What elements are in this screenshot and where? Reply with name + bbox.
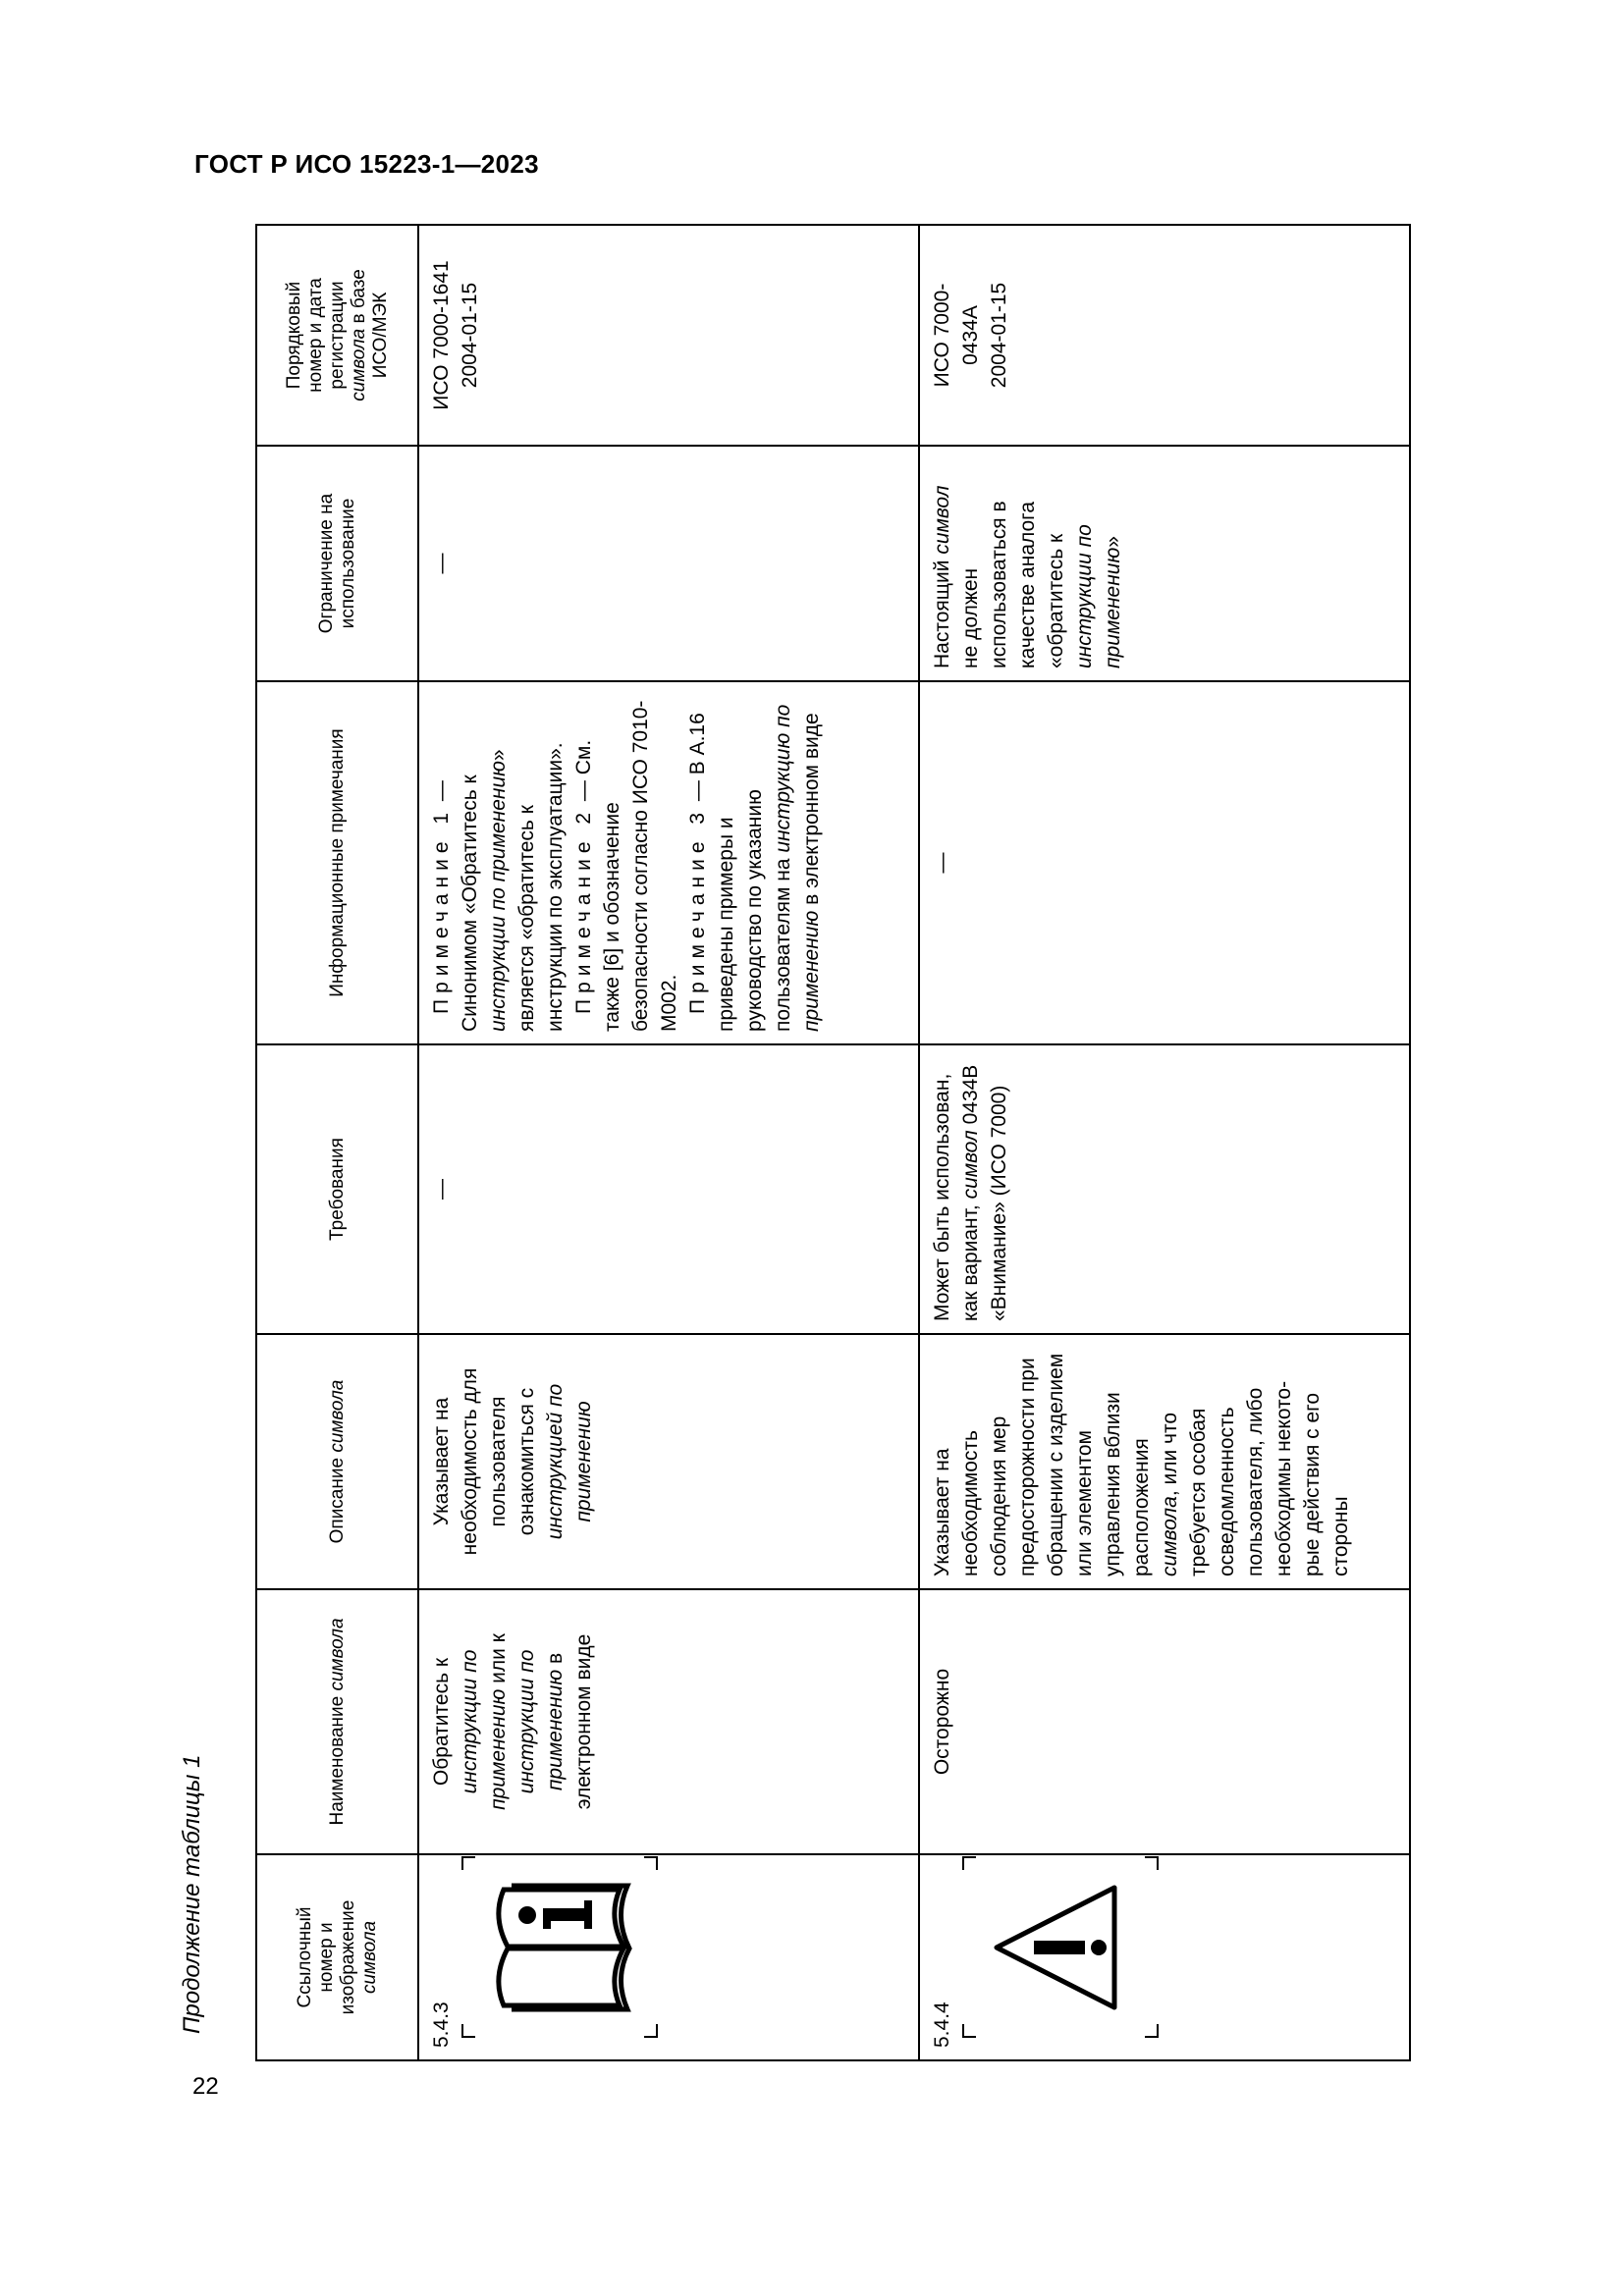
symbol-frame: [962, 1856, 1159, 2038]
header-name: Наименование символа: [256, 1589, 418, 1854]
cell-ref: [919, 1854, 1410, 2060]
header-desc: Описание символа: [256, 1334, 418, 1589]
cell-notes: [418, 681, 919, 1044]
cell-req: —: [418, 1044, 919, 1334]
cell-notes: —: [919, 681, 1410, 1044]
ref-number: 5.4.4: [931, 2002, 953, 2048]
table-header-row: [256, 225, 418, 2060]
cell-limit: Настоящий символ не должен использоваться в качестве аналога «обратитесь к инструкции по применению»: [919, 446, 1410, 681]
cell-limit: —: [418, 446, 919, 681]
instructions-book-info-icon: [486, 1881, 633, 2013]
symbol-frame: [461, 1856, 658, 2038]
symbols-table: [255, 224, 1411, 2061]
note-3: Примечание 3 — В А.16 приведены примеры и руководство по указанию пользователям на инструкцию по применению в электронном виде: [686, 704, 823, 1032]
page-number: 22: [192, 2073, 219, 2100]
header-reg: Порядковый номер и дата регистрации символа в базе ИСО/МЭК: [256, 225, 418, 446]
header-limit: Ограничение на использование: [256, 446, 418, 681]
table-row: [418, 225, 919, 2060]
header-req: Требования: [256, 1044, 418, 1334]
note-1: Примечание 1 — Синонимом «Обратитесь к инструкции по применению» является «обратитесь к инструкции по эксплуатации».: [430, 742, 567, 1032]
header-notes: Информационные примечания: [256, 681, 418, 1044]
header-ref: Ссылочный номер и изображение символа: [256, 1854, 418, 2060]
cell-name: Осторожно: [919, 1589, 1410, 1854]
table-row: [919, 225, 1410, 2060]
ref-number: 5.4.3: [430, 2002, 453, 2048]
cell-desc: Указывает на необходимость соблюдения мер предосторожности при обращении с изделием или элементом управления вблизи расположения символа, или что требуется особая осведомленность пользователя, либо необходимы некото-рые действия с его стороны: [919, 1334, 1410, 1589]
cell-req: Может быть использован, как вариант, символ 0434В «Внимание» (ИСО 7000): [919, 1044, 1410, 1334]
rotated-table-wrapper: [255, 226, 1409, 2061]
cell-ref: [418, 1854, 919, 2060]
cell-reg: ИСО 7000-1641 2004-01-15: [418, 225, 919, 446]
cell-name: Обратитесь к инструкции по применению или к инструкции по применению в электронном виде: [418, 1589, 919, 1854]
cell-reg: ИСО 7000- 0434А 2004-01-15: [919, 225, 1410, 446]
caution-triangle-icon: [987, 1881, 1134, 2013]
cell-desc: Указывает на необходимость для пользователя ознакомиться с инструкцией по применению: [418, 1334, 919, 1589]
table-continuation-label: Продолжение таблицы 1: [179, 1754, 205, 2034]
note-2: Примечание 2 — См. также [6] и обозначение безопасности согласно ИСО 7010-М002.: [572, 700, 680, 1032]
document-title: ГОСТ Р ИСО 15223-1—2023: [194, 149, 539, 179]
